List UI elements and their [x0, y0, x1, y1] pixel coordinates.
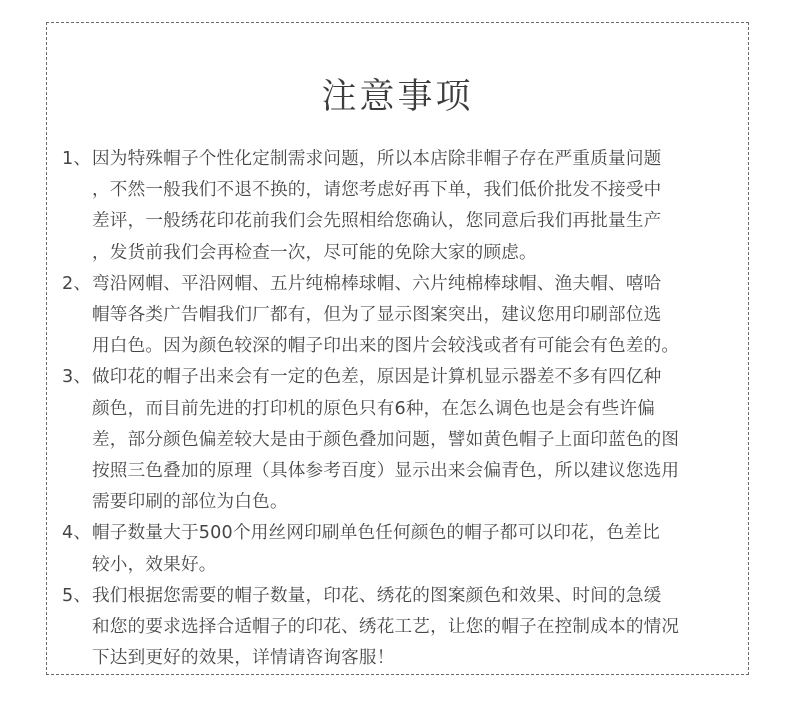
item-line: ，不然一般我们不退不换的，请您考虑好再下单，我们低价批发不接受中: [92, 180, 662, 201]
item-number: 2、: [62, 273, 92, 294]
item-line: 差，部分颜色偏差较大是由于颜色叠加问题，譬如黄色帽子上面印蓝色的图: [92, 429, 680, 450]
notice-item-3: [62, 362, 744, 518]
item-line: 帽等各类广告帽我们厂都有，但为了显示图案突出，建议您用印刷部位选: [92, 305, 662, 326]
notice-box: [46, 22, 749, 675]
notice-item-2: [62, 269, 744, 363]
notice-item-5: [62, 581, 744, 675]
item-line: 帽子数量大于500个用丝网印刷单色任何颜色的帽子都可以印花，色差比: [92, 523, 660, 544]
item-number: 3、: [62, 367, 92, 388]
item-line: 我们根据您需要的帽子数量，印花、绣花的图案颜色和效果、时间的急缓: [92, 585, 662, 606]
notice-item-4: [62, 518, 744, 580]
item-line: 做印花的帽子出来会有一定的色差，原因是计算机显示器差不多有四亿种: [92, 367, 662, 388]
item-line: 较小，效果好。: [92, 554, 217, 575]
item-number: 4、: [62, 523, 92, 544]
item-line: 按照三色叠加的原理（具体参考百度）显示出来会偏青色，所以建议您选用: [92, 461, 680, 482]
item-line: 颜色，而目前先进的打印机的原色只有6种，在怎么调色也是会有些许偏: [92, 398, 656, 419]
item-number: 5、: [62, 585, 92, 606]
notice-item-1: [62, 144, 744, 269]
item-line: 差评，一般绣花印花前我们会先照相给您确认，您同意后我们再批量生产: [92, 211, 662, 232]
page-title: 注意事项: [321, 77, 474, 117]
item-line: 弯沿网帽、平沿网帽、五片纯棉棒球帽、六片纯棉棒球帽、渔夫帽、嘻哈: [92, 273, 662, 294]
item-line: 用白色。因为颜色较深的帽子印出来的图片会较浅或者有可能会有色差的。: [92, 336, 680, 357]
item-line: 因为特殊帽子个性化定制需求问题，所以本店除非帽子存在严重质量问题: [92, 149, 662, 169]
notice-list: [62, 144, 744, 674]
item-line: ，发货前我们会再检查一次，尽可能的免除大家的顾虑。: [92, 242, 537, 263]
item-number: 1、: [62, 149, 92, 169]
item-line: 需要印刷的部位为白色。: [92, 492, 288, 513]
item-line: 下达到更好的效果，详情请咨询客服！: [92, 648, 395, 669]
item-line: 和您的要求选择合适帽子的印花、绣花工艺，让您的帽子在控制成本的情况: [92, 617, 680, 638]
